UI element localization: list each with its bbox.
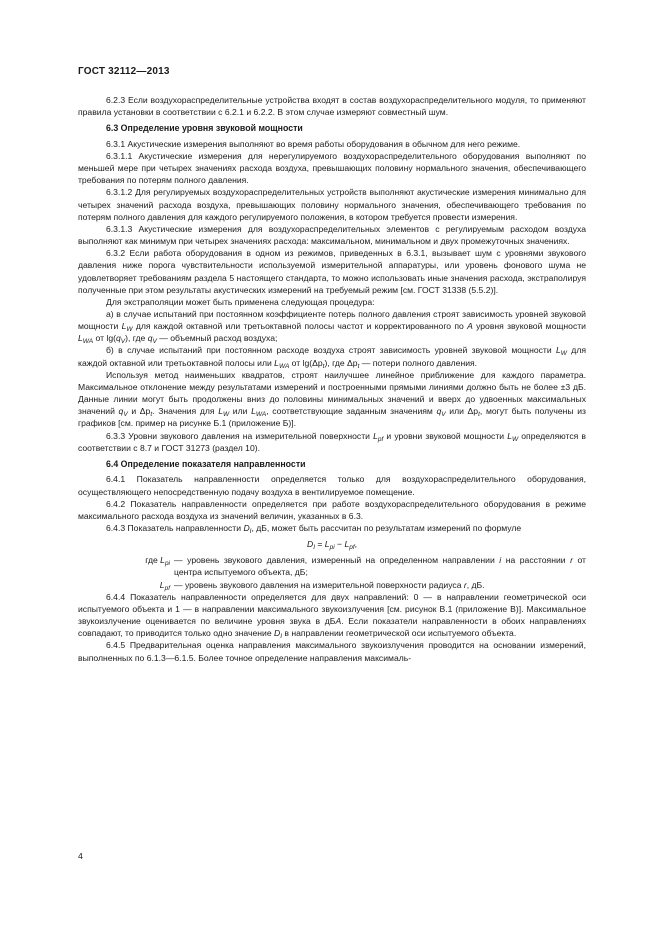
paragraph-6-4-5: 6.4.5 Предварительная оценка направления максимального звукоизлучения проводится на основании измерений, выполненных по 6.1.3—6.1.5. Более точное определение направления максималь- (78, 640, 586, 663)
paragraph-6-3-1: 6.3.1 Акустические измерения выполняют во время работы оборудования в обычном для него режиме. (106, 138, 521, 149)
formula-legend (78, 554, 586, 590)
paragraph-procedure-a: а) в случае испытаний при постоянном коэффициенте потерь полного давления строят зависимость уровней звуковой мощности $L_W$ для каждой октавной или третьоктавной полосы частот и корректированного по A уровня звуковой мощности $L_{WA}$ от $\lg(q_V)$, где $q_V$ — объемный расход воздуха; (78, 309, 586, 346)
paragraph-6-4-4: 6.4.4 Показатель направленности определяется для двух направлений: 0 — в направлении геометрической оси испытуемого объекта и 1 — в направлении максимального звукоизлучения [см. рисунок В.1 (приложение В)]. Максимальное звукоизлучение оценивается по величине уровня звука в дБA. Если показатели направленности в обоих направлениях совпадают, то приводится только одно значение $D_I$ в направлении геометрической оси испытуемого объекта. (78, 591, 587, 641)
paragraph-6-3-2: 6.3.2 Если работа оборудования в одном из режимов, приведенных в 6.3.1, вызывает шум с уровнями звукового давления ниже порога чувствительности используемой измерительной аппаратуры, или уровень фонового шума не удовлетворяет требованиям раздела 5 настоящего стандарта, то можно использовать иные значения расхода, экстраполируя полученные при этом результаты акустических измерений на требуемый режим [см. ГОСТ 31338 (5.5.2)]. (78, 248, 586, 295)
paragraph-6-3-1-1: 6.3.1.1 Акустические измерения для нерегулируемого воздухораспределительного оборудования выполняют по меньшей мере при четырех значениях расхода воздуха, превышающих половину нормального значения, обеспечивающего требования по потерям полного давления. (78, 150, 586, 186)
paragraph-least-squares: Используя метод наименьших квадратов, строят наилучшее линейное приближение для каждого параметра. Максимальное отклонение между результатами измерений и построенными прямыми линиями должно быть не более ±3 дБ. Данные линии могут быть продолжены вниз до половины минимальных значений и вверх до удвоенных максимальных значений $q_V$ и $\Delta p_t$. Значения для $L_W$ или $L_{WA}$, соответствующие заданным значениям $q_V$ или $\Delta p_t$, могут быть получены из графиков [см. пример на рисунке Б.1 (приложение Б)]. (78, 369, 586, 429)
paragraph-6-2-3: 6.2.3 Если воздухораспределительные устройства входят в состав воздухораспределительного модуля, то применяют правила установки в соответствии с 6.2.1 и 6.2.2. В этом случае измеряют совместный шум. (78, 95, 586, 118)
symbol-qV: q (116, 333, 121, 344)
paragraph-6-3-1-2: 6.3.1.2 Для регулируемых воздухораспределительных устройств выполняют акустические измерения минимально для четырех значений расхода воздуха, превышающих половину нормального значения, обеспечивающего требования по потерям полного давления для каждого регулируемого положения, в котором требуется провести измерения. (78, 187, 586, 222)
paragraph-procedure-b: б) в случае испытаний при постоянном расходе воздуха строят зависимость уровней звуковой мощности $L_W$ для каждой октавной или третьоктавной полосы или $L_{WA}$ от $\lg(\Delta p_t)$, где $\Delta p_t$ — потери полного давления. (78, 345, 586, 370)
symbol-A: A (467, 321, 473, 332)
formula-directivity-index: $D_I = L_{pi} - L_{pf}$, (306, 539, 358, 552)
symbol-Lpf: L (373, 430, 378, 441)
paragraph-6-3-1-3: 6.3.1.3 Акустические измерения для воздухораспределительных элементов с регулируемым расходом воздуха выполняют как минимум при четырех значениях расхода: максимальном, минимальном и двух промежуточных значениях. (78, 223, 586, 247)
paragraph-6-3-3: 6.3.3 Уровни звукового давления на измерительной поверхности $L_{pf}$ и уровни звуковой мощности $L_W$ определяются в соответствии с 8.7 и ГОСТ 31273 (раздел 10). (78, 430, 586, 453)
paragraph-extrapolation-intro: Для экстраполяции может быть применена следующая процедура: (106, 296, 375, 307)
section-heading-6-4: 6.4 Определение показателя направленности (106, 458, 306, 469)
paragraph-6-4-3: 6.4.3 Показатель направленности $D_I$, дБ, может быть рассчитан по результатам измерений по формуле (106, 523, 522, 535)
symbol-DI: D (243, 523, 250, 533)
symbol-LWA: L (78, 333, 83, 344)
paragraph-6-4-1: 6.4.1 Показатель направленности определяется только для воздухораспределительного оборудования, осуществляющего непосредственную подачу воздуха в вентилируемое помещение. (78, 474, 586, 497)
page-number: 4 (78, 851, 83, 861)
document-header: ГОСТ 32112—2013 (78, 66, 170, 77)
paragraph-6-4-2: 6.4.2 Показатель направленности определяется при работе воздухораспределительного оборудования в режиме максимального расхода воздуха из значений величин, указанных в 6.3. (78, 498, 586, 521)
symbol-LW: L (121, 321, 127, 332)
section-heading-6-3: 6.3 Определение уровня звуковой мощности (106, 123, 303, 134)
legend-row-Lpf: $L_{pf}$ — уровень звукового давления на измерительной поверхности радиуса r, дБ. (159, 579, 485, 592)
legend-row-Lpi: где $L_{pi}$ — уровень звукового давления, измеренный на определенном направлении i на расстоянии r от центра испытуемого объекта, дБ; (145, 555, 586, 578)
document-body (78, 94, 586, 664)
